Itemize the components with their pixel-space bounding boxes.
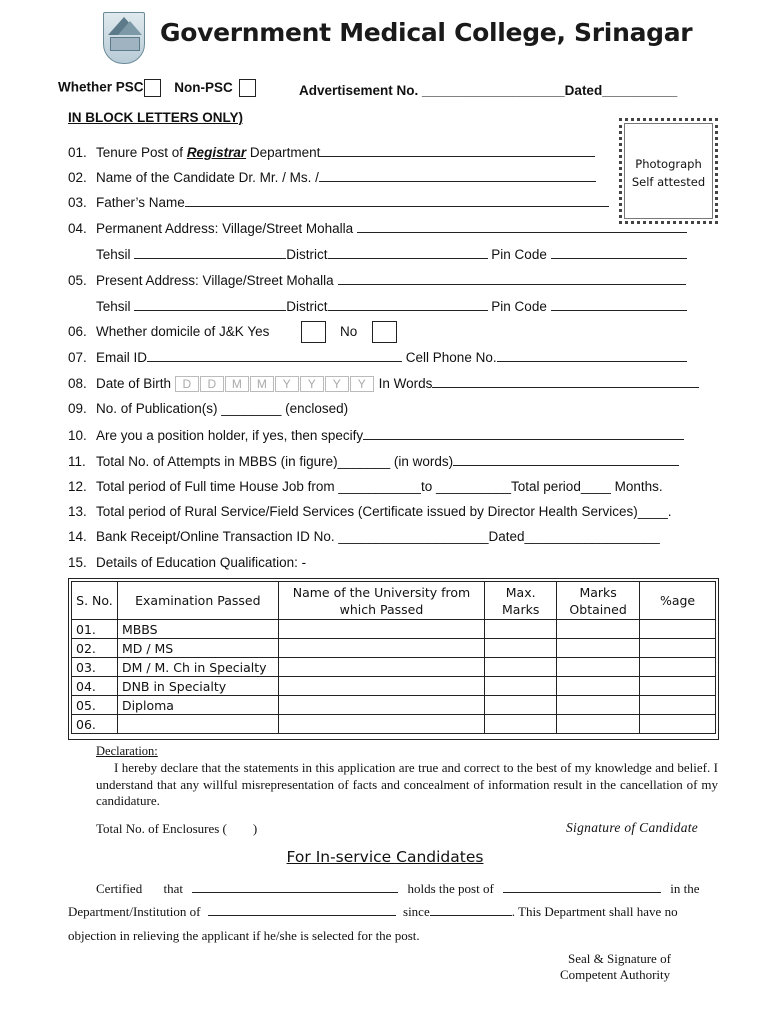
- field-number: 11.: [68, 454, 86, 469]
- pincode-label: Pin Code: [491, 247, 547, 262]
- psc-checkbox[interactable]: [144, 79, 161, 97]
- table-row: [72, 639, 716, 658]
- phone-input[interactable]: [497, 349, 687, 362]
- exam-cell[interactable]: [117, 715, 278, 734]
- field-dob: [68, 375, 699, 392]
- department-input[interactable]: [208, 903, 396, 916]
- field-label: Date of Birth: [96, 376, 172, 391]
- max-marks-cell[interactable]: [485, 677, 557, 696]
- university-cell[interactable]: [278, 696, 485, 715]
- field-house-job: [68, 479, 663, 494]
- max-marks-cell[interactable]: [485, 715, 557, 734]
- field-number: 01.: [68, 145, 87, 160]
- exam-cell: MD / MS: [117, 639, 278, 658]
- field-number: 13.: [68, 504, 87, 519]
- certified-label: Certified: [96, 881, 143, 896]
- max-marks-cell[interactable]: [485, 658, 557, 677]
- field-permanent-address: [68, 220, 687, 236]
- permanent-tehsil-row: [96, 246, 687, 262]
- university-cell[interactable]: [278, 658, 485, 677]
- percentage-cell[interactable]: [640, 639, 716, 658]
- present-address-input[interactable]: [338, 272, 686, 285]
- field-publications: [68, 401, 348, 416]
- field-number: 03.: [68, 195, 87, 210]
- field-number: 10.: [68, 428, 87, 443]
- field-label: Father’s Name: [96, 195, 185, 210]
- in-service-heading: For In-service Candidates: [286, 848, 484, 866]
- marks-obtained-cell[interactable]: [557, 696, 640, 715]
- photo-label: Photograph: [635, 157, 702, 171]
- psc-row: [58, 79, 256, 97]
- candidate-signature-label: Signature of Candidate: [566, 820, 699, 835]
- field-number: 02.: [68, 170, 87, 185]
- field-bank-receipt: [68, 529, 660, 544]
- dob-cell[interactable]: M: [225, 376, 249, 392]
- table-row: [72, 696, 716, 715]
- field-email: [68, 349, 687, 365]
- field-rural-service: [68, 504, 671, 519]
- present-tehsil-input[interactable]: [134, 298, 286, 311]
- field-label: Tenure Post of: [96, 145, 187, 160]
- permanent-tehsil-input[interactable]: [134, 246, 286, 259]
- no-objection-text: . This Department shall have no: [511, 904, 678, 919]
- field-number: 05.: [68, 273, 87, 288]
- sno-cell: 06.: [72, 715, 118, 734]
- column-header: Marks Obtained: [557, 582, 640, 620]
- field-label: Email ID: [96, 350, 148, 365]
- field-education: [68, 555, 306, 570]
- field-number: 12.: [68, 479, 87, 494]
- pincode-label: Pin Code: [491, 299, 547, 314]
- present-pincode-input[interactable]: [551, 298, 687, 311]
- max-marks-cell[interactable]: [485, 620, 557, 639]
- attempts-words-input[interactable]: [453, 453, 679, 466]
- since-label: since: [403, 904, 430, 919]
- sno-cell: 04.: [72, 677, 118, 696]
- percentage-cell[interactable]: [640, 677, 716, 696]
- present-district-input[interactable]: [328, 298, 488, 311]
- dob-cell[interactable]: M: [250, 376, 274, 392]
- column-header: Max. Marks: [485, 582, 557, 620]
- column-header: Examination Passed: [117, 582, 278, 620]
- field-label: Total period of Rural Service/Field Services (Certificate issued by Director Health Services)____.: [96, 504, 672, 519]
- phone-label: Cell Phone No.: [405, 350, 497, 365]
- permanent-district-input[interactable]: [328, 246, 488, 259]
- field-label: Present Address: Village/Street Mohalla: [96, 273, 334, 288]
- field-label: Whether domicile of J&K Yes: [96, 324, 270, 339]
- column-header: S. No.: [72, 582, 118, 620]
- domicile-yes-checkbox[interactable]: [301, 321, 326, 343]
- email-input[interactable]: [147, 349, 402, 362]
- dob-cell[interactable]: Y: [325, 376, 349, 392]
- table-row: [72, 620, 716, 639]
- university-cell[interactable]: [278, 639, 485, 658]
- sno-cell: 05.: [72, 696, 118, 715]
- non-psc-label: Non-PSC: [174, 79, 233, 95]
- field-present-address: [68, 272, 686, 288]
- field-number: 08.: [68, 376, 87, 391]
- dob-cell[interactable]: D: [200, 376, 224, 392]
- college-logo-icon: [103, 12, 145, 64]
- table-row: [72, 715, 716, 734]
- that-label: that: [163, 881, 183, 896]
- present-tehsil-row: [96, 298, 687, 314]
- block-letters-note: IN BLOCK LETTERS ONLY): [68, 110, 244, 125]
- field-label: Bank Receipt/Online Transaction ID No. ____________________Dated__________________: [96, 529, 660, 544]
- district-label: District: [286, 299, 328, 314]
- domicile-no-checkbox[interactable]: [372, 321, 397, 343]
- percentage-cell[interactable]: [640, 658, 716, 677]
- department-label: Department/Institution of: [68, 904, 201, 919]
- field-label: Details of Education Qualification: -: [96, 555, 307, 570]
- column-header: Name of the University from which Passed: [278, 582, 485, 620]
- certified-name-input[interactable]: [192, 880, 398, 893]
- competent-authority-label: Competent Authority: [560, 967, 671, 982]
- dob-cell[interactable]: D: [175, 376, 199, 392]
- university-cell[interactable]: [278, 677, 485, 696]
- tehsil-label: Tehsil: [96, 247, 131, 262]
- district-label: District: [286, 247, 328, 262]
- field-number: 14.: [68, 529, 87, 544]
- marks-obtained-cell[interactable]: [557, 715, 640, 734]
- field-label: Total period of Full time House Job from ___________to __________Total period____ Months.: [96, 479, 663, 494]
- dob-input[interactable]: [175, 376, 379, 391]
- psc-label: Whether PSC: [58, 79, 144, 95]
- dob-words-input[interactable]: [432, 375, 699, 388]
- percentage-cell[interactable]: [640, 715, 716, 734]
- table-header-row: [72, 582, 716, 620]
- non-psc-checkbox[interactable]: [239, 79, 256, 97]
- table-row: [72, 677, 716, 696]
- objection-line: objection in relieving the applicant if he/she is selected for the post.: [68, 928, 420, 943]
- marks-obtained-cell[interactable]: [557, 639, 640, 658]
- holds-post-label: holds the post of: [407, 881, 494, 896]
- percentage-cell[interactable]: [640, 620, 716, 639]
- exam-cell: MBBS: [117, 620, 278, 639]
- dob-cell[interactable]: Y: [300, 376, 324, 392]
- university-cell[interactable]: [278, 620, 485, 639]
- tenure-post-input[interactable]: [320, 144, 595, 157]
- candidate-name-input[interactable]: [319, 169, 596, 182]
- field-tenure-post: [68, 144, 595, 160]
- position-holder-input[interactable]: [363, 427, 684, 440]
- field-number: 07.: [68, 350, 87, 365]
- sno-cell: 03.: [72, 658, 118, 677]
- dob-cell[interactable]: Y: [350, 376, 374, 392]
- field-label: Are you a position holder, if yes, then specify: [96, 428, 364, 443]
- enclosures-label: Total No. of Enclosures ( ): [96, 821, 258, 836]
- field-label: Total No. of Attempts in MBBS (in figure)_______ (in words): [96, 454, 454, 469]
- field-label: Name of the Candidate Dr. Mr. / Ms. /: [96, 170, 319, 185]
- dob-words-label: In Words: [378, 376, 433, 391]
- department-line: [68, 903, 678, 920]
- page-title: Government Medical College, Srinagar: [160, 18, 693, 47]
- marks-obtained-cell[interactable]: [557, 677, 640, 696]
- marks-obtained-cell[interactable]: [557, 658, 640, 677]
- certified-line: [96, 880, 718, 897]
- seal-label: Seal & Signature of: [568, 951, 671, 966]
- sno-cell: 01.: [72, 620, 118, 639]
- exam-cell: DM / M. Ch in Specialty: [117, 658, 278, 677]
- father-name-input[interactable]: [185, 194, 609, 207]
- post-input[interactable]: [503, 880, 661, 893]
- university-cell[interactable]: [278, 715, 485, 734]
- permanent-pincode-input[interactable]: [551, 246, 687, 259]
- marks-obtained-cell[interactable]: [557, 620, 640, 639]
- exam-cell: Diploma: [117, 696, 278, 715]
- field-candidate-name: [68, 169, 596, 185]
- declaration-text: I hereby declare that the statements in this application are true and correct to the best of my knowledge and belief. I understand that any willful misrepresentation of facts and concealment of information result in the cancellation of my candidature.: [96, 760, 718, 808]
- field-number: 09.: [68, 401, 87, 416]
- photograph-box: [619, 118, 718, 224]
- tehsil-label: Tehsil: [96, 299, 131, 314]
- exam-cell: DNB in Specialty: [117, 677, 278, 696]
- field-father-name: [68, 194, 609, 210]
- advertisement-line: Advertisement No. ___________________Dated__________: [299, 83, 678, 98]
- max-marks-cell[interactable]: [485, 639, 557, 658]
- field-number: 04.: [68, 221, 87, 236]
- field-position-holder: [68, 427, 684, 443]
- declaration-heading: Declaration:: [96, 744, 158, 758]
- field-number: 06.: [68, 324, 87, 339]
- max-marks-cell[interactable]: [485, 696, 557, 715]
- column-header: %age: [640, 582, 716, 620]
- table-row: [72, 658, 716, 677]
- domicile-no-label: No: [340, 324, 358, 339]
- post-name: Registrar: [186, 145, 247, 160]
- permanent-address-input[interactable]: [357, 220, 687, 233]
- education-table: [71, 581, 716, 734]
- field-mbbs-attempts: [68, 453, 679, 469]
- field-domicile: [68, 324, 269, 339]
- field-label: No. of Publication(s) ________ (enclosed): [96, 401, 349, 416]
- in-the-label: in the: [670, 881, 700, 896]
- percentage-cell[interactable]: [640, 696, 716, 715]
- photo-attested-label: Self attested: [631, 175, 706, 189]
- field-number: 15.: [68, 555, 87, 570]
- since-input[interactable]: [430, 903, 512, 916]
- field-label: Permanent Address: Village/Street Mohalla: [96, 221, 354, 236]
- dob-cell[interactable]: Y: [275, 376, 299, 392]
- sno-cell: 02.: [72, 639, 118, 658]
- field-label: Department: [246, 145, 321, 160]
